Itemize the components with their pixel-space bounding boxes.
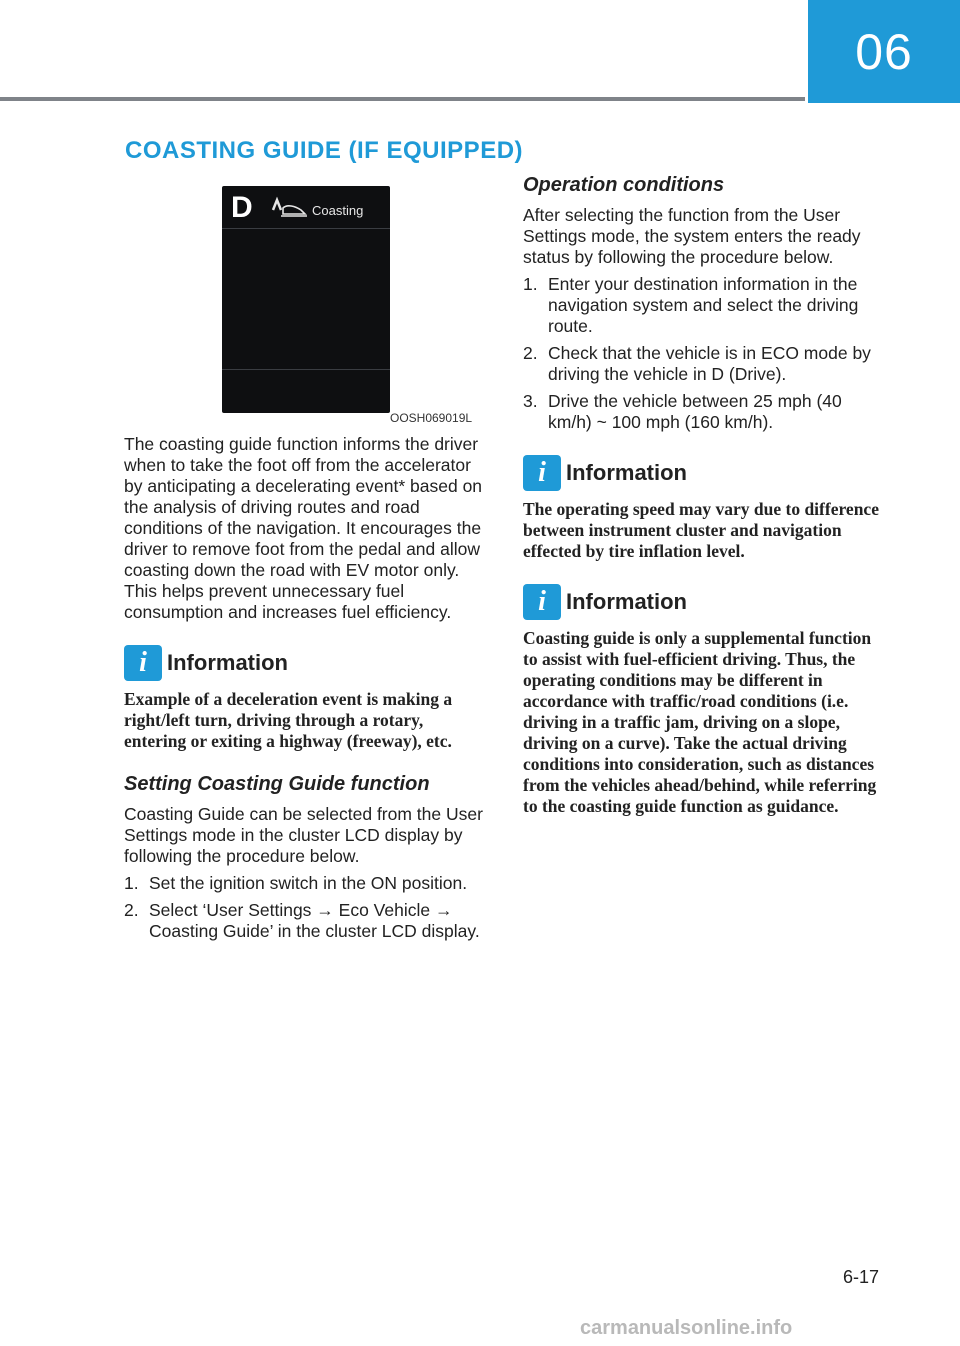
operation-paragraph: After selecting the function from the User Settings mode, the system enters the ready status by following the procedure below. [523, 205, 861, 267]
header-rule [0, 97, 805, 101]
setting-heading: Setting Coasting Guide function [124, 773, 430, 795]
list-item: 1. Set the ignition switch in the ON position. [124, 873, 468, 893]
info-icon: i [523, 455, 561, 491]
page-number: 6-17 [843, 1267, 880, 1287]
intro-paragraph: The coasting guide function informs the driver when to take the foot off from the accelerator by anticipating a decelerating event* based on the analysis of driving routes and road conditions of the navigation. It encourages the driver to remove foot from the pedal and allow coasting down the road with EV motor only. This helps prevent unnecessary fuel consumption and increases fuel efficiency. [124, 434, 483, 622]
list-item: 1. Enter your destination information in the navigation system and select the driving route. [523, 274, 859, 336]
divider [222, 369, 390, 370]
info-header [523, 455, 888, 491]
info-header [124, 645, 489, 681]
watermark: carmanualsonline.info [580, 1317, 793, 1339]
info-icon: i [523, 584, 561, 620]
section-title: COASTING GUIDE (IF EQUIPPED) [125, 137, 524, 164]
right-column [523, 174, 888, 817]
operation-steps [523, 274, 888, 433]
info-text: Example of a deceleration event is making a right/left turn, driving through a rotary, entering or exiting a highway (freeway), etc. [124, 689, 453, 751]
info-title: Information [167, 650, 288, 675]
info-text: Coasting guide is only a supplemental function to assist with fuel-efficient driving. Thus, the operating conditions may be different in accordance with traffic/road conditions (i.e. driving in a traffic jam, driving on a slope, driving on a curve). Take the actual driving conditions into consideration, such as distances from the vehicles ahead/behind, while referring to the coasting guide function as guidance. [523, 628, 877, 816]
setting-paragraph: Coasting Guide can be selected from the User Settings mode in the cluster LCD display by following the procedure below. [124, 804, 483, 866]
list-item: 3. Drive the vehicle between 25 mph (40 km/h) ~ 100 mph (160 km/h). [523, 391, 842, 432]
info-box-operating-speed [523, 455, 888, 562]
operation-heading: Operation conditions [523, 174, 725, 196]
gear-indicator: D [231, 191, 253, 224]
info-text: The operating speed may vary due to difference between instrument cluster and navigation effected by tire inflation level. [523, 499, 879, 561]
info-title: Information [566, 460, 687, 485]
setting-steps [124, 873, 489, 942]
divider [222, 228, 390, 229]
coasting-indicator-label: Coasting [312, 203, 364, 218]
coasting-foot-icon [269, 196, 309, 220]
info-header [523, 584, 888, 620]
figure-code: OOSH069019L [390, 411, 473, 425]
left-column [124, 434, 489, 948]
info-icon: i [124, 645, 162, 681]
info-box-supplemental [523, 584, 888, 817]
chapter-tab: 06 [808, 0, 960, 103]
info-title: Information [566, 589, 687, 614]
cluster-display-figure [222, 186, 390, 413]
list-item: 2. Select ‘User Settings → Eco Vehicle → Coasting Guide’ in the cluster LCD display. [124, 900, 480, 941]
list-item: 2. Check that the vehicle is in ECO mode by driving the vehicle in D (Drive). [523, 343, 871, 384]
info-box-deceleration [124, 645, 489, 752]
